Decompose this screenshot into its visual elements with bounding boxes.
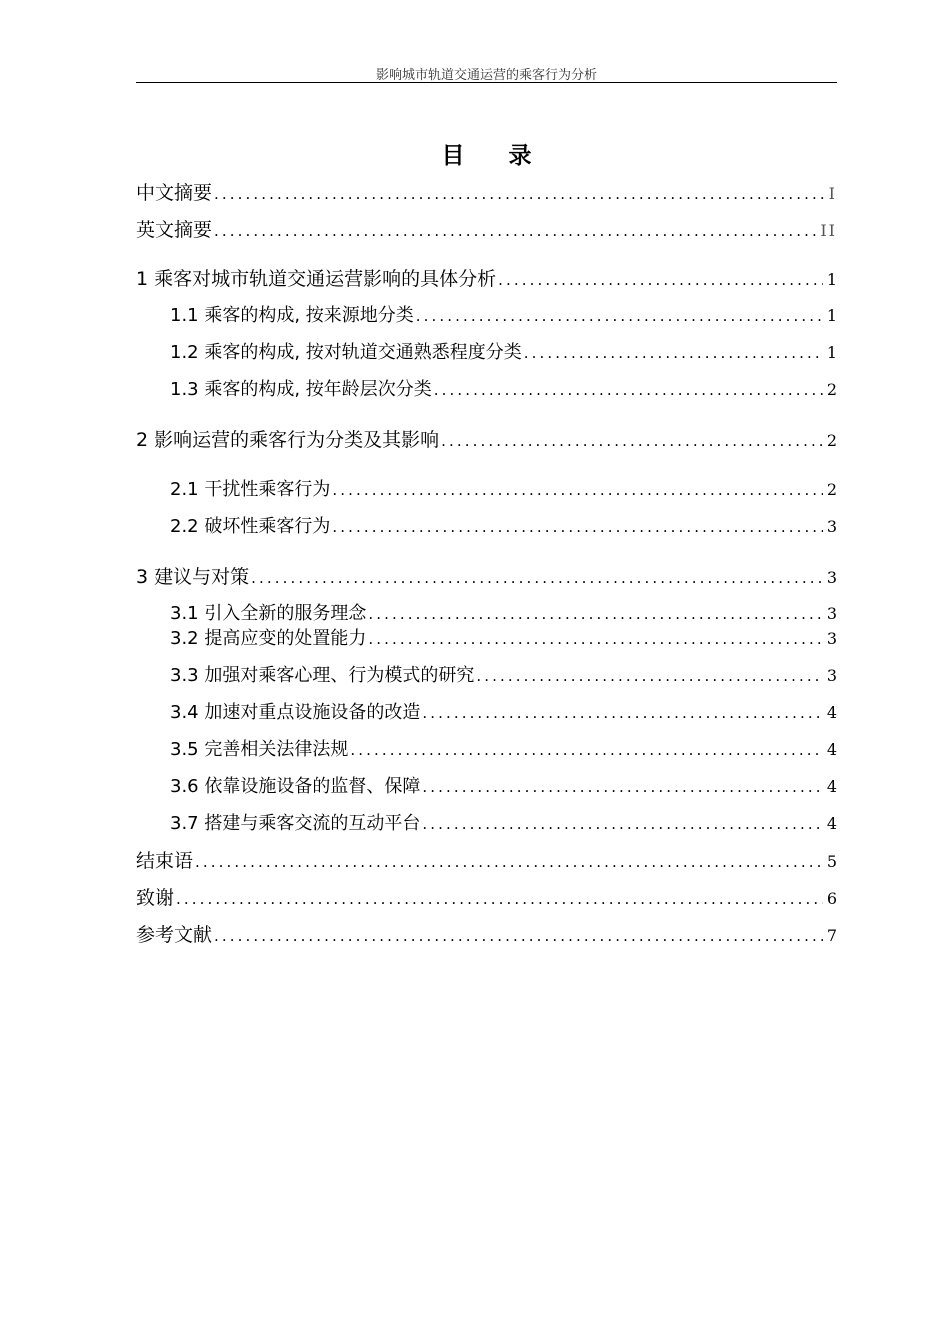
- toc-entry-text: 英文摘要: [136, 219, 213, 241]
- toc-entry-text: 3.4 加速对重点设施设备的改造: [170, 702, 421, 723]
- dot-leader: [214, 927, 823, 945]
- toc-entry-text: 3.2 提高应变的处置能力: [170, 628, 367, 649]
- toc-entry[interactable]: [136, 475, 837, 501]
- dot-leader: [214, 185, 825, 203]
- running-header: 影响城市轨道交通运营的乘客行为分析: [375, 68, 597, 83]
- toc-entry-page: 2: [826, 480, 837, 499]
- toc-title: 目 录: [441, 143, 550, 169]
- toc-entry[interactable]: [136, 264, 837, 291]
- dot-leader: [195, 853, 823, 871]
- toc-entry[interactable]: [136, 512, 837, 538]
- toc-entry-page: 3: [826, 604, 837, 623]
- toc-entry-text: 3.5 完善相关法律法规: [170, 739, 349, 760]
- toc-entry-text: 结束语: [136, 850, 194, 872]
- toc-entry-page: 1: [826, 270, 837, 289]
- toc-entry-text: 3.7 搭建与乘客交流的互动平台: [170, 813, 421, 834]
- dot-leader: [422, 815, 822, 833]
- toc-entry-page: 2: [826, 431, 837, 450]
- toc-entry-text: 3.1 引入全新的服务理念: [170, 603, 367, 624]
- toc-entry-text: 致谢: [136, 887, 175, 909]
- dot-leader: [332, 481, 822, 499]
- toc-entry-page: 2: [826, 380, 837, 399]
- toc-entry[interactable]: [136, 215, 837, 242]
- toc-entry-text: 2.2 破坏性乘客行为: [170, 516, 331, 537]
- toc-entry[interactable]: [136, 375, 837, 401]
- toc-entry-page: 1: [826, 343, 837, 362]
- toc-entry-text: 3 建议与对策: [136, 566, 250, 588]
- toc-entry-page: 3: [826, 568, 837, 587]
- dot-leader: [251, 569, 823, 587]
- dot-leader: [416, 307, 823, 325]
- dot-leader: [214, 222, 816, 240]
- toc-entry-page: 5: [826, 852, 837, 871]
- toc-entry-page: 1: [826, 306, 837, 325]
- toc-entry[interactable]: [136, 920, 837, 947]
- toc-entry[interactable]: [136, 809, 837, 835]
- toc-entry-page: II: [820, 221, 837, 240]
- toc-entry-page: 3: [826, 666, 837, 685]
- toc-entry[interactable]: [136, 846, 837, 873]
- toc-entry[interactable]: [136, 562, 837, 589]
- toc-entry[interactable]: [136, 425, 837, 452]
- toc-entry-text: 1.2 乘客的构成, 按对轨道交通熟悉程度分类: [170, 342, 522, 363]
- toc-entry[interactable]: [136, 624, 837, 650]
- toc-entry-text: 1.3 乘客的构成, 按年龄层次分类: [170, 379, 432, 400]
- dot-leader: [524, 344, 823, 362]
- toc-entry[interactable]: [136, 735, 837, 761]
- toc-entry-page: 3: [826, 517, 837, 536]
- toc-entry-text: 中文摘要: [136, 182, 213, 204]
- toc-entry-page: 4: [826, 703, 837, 722]
- toc-entry-page: 6: [826, 889, 837, 908]
- toc-entry[interactable]: [136, 661, 837, 687]
- dot-leader: [476, 667, 822, 685]
- toc-entry-text: 参考文献: [136, 924, 213, 946]
- toc-entry-text: 3.6 依靠设施设备的监督、保障: [170, 776, 421, 797]
- toc-entry-text: 1 乘客对城市轨道交通运营影响的具体分析: [136, 268, 497, 290]
- toc-entry-text: 2.1 干扰性乘客行为: [170, 479, 331, 500]
- toc-entry-page: 4: [826, 740, 837, 759]
- dot-leader: [368, 630, 822, 648]
- dot-leader: [368, 605, 822, 623]
- toc-entry-page: 7: [826, 926, 837, 945]
- toc-entry[interactable]: [136, 301, 837, 327]
- toc-entry-page: I: [828, 184, 837, 203]
- dot-leader: [441, 432, 823, 450]
- toc-entry[interactable]: [136, 599, 837, 625]
- dot-leader: [434, 381, 823, 399]
- dot-leader: [498, 271, 823, 289]
- toc-entry[interactable]: [136, 338, 837, 364]
- toc-entry-page: 4: [826, 777, 837, 796]
- toc-entry-text: 2 影响运营的乘客行为分类及其影响: [136, 429, 440, 451]
- toc-entry[interactable]: [136, 883, 837, 910]
- toc-entry-page: 3: [826, 629, 837, 648]
- header-rule: [136, 82, 837, 83]
- toc-entry[interactable]: [136, 772, 837, 798]
- toc-entry[interactable]: [136, 178, 837, 205]
- toc-entry-text: 1.1 乘客的构成, 按来源地分类: [170, 305, 414, 326]
- dot-leader: [332, 518, 822, 536]
- toc-entry-text: 3.3 加强对乘客心理、行为模式的研究: [170, 665, 475, 686]
- dot-leader: [350, 741, 822, 759]
- toc-entry[interactable]: [136, 698, 837, 724]
- dot-leader: [422, 704, 822, 722]
- dot-leader: [176, 890, 823, 908]
- dot-leader: [422, 778, 822, 796]
- toc-entry-page: 4: [826, 814, 837, 833]
